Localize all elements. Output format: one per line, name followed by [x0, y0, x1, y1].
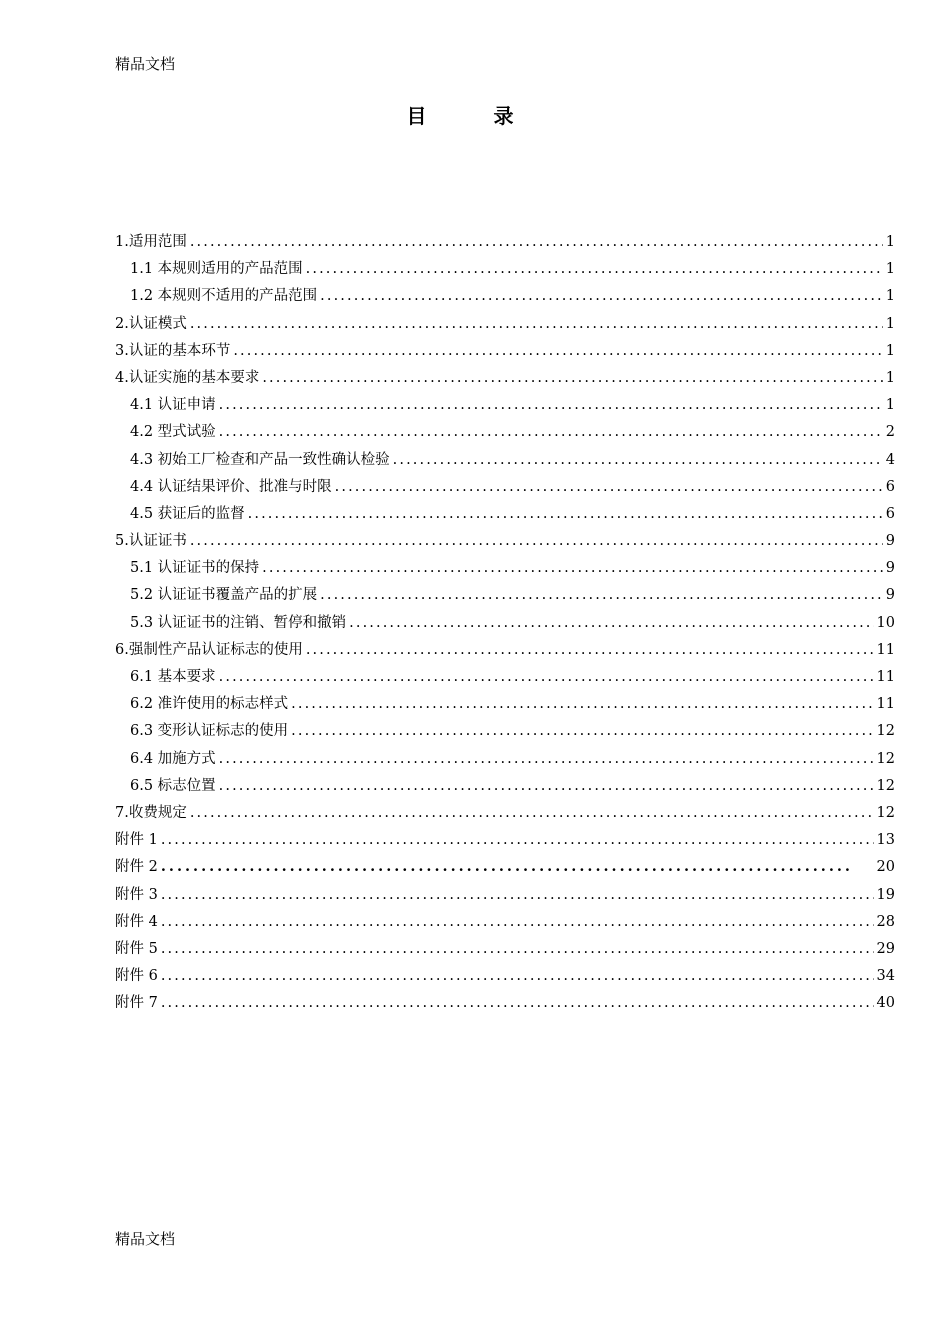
toc-entry-label: 4.认证实施的基本要求: [115, 369, 260, 386]
toc-entry[interactable]: [115, 667, 895, 694]
toc-entry-page-number: 11: [876, 641, 895, 658]
page-header: 精品文档: [115, 55, 176, 73]
toc-dot-leader: [233, 341, 882, 361]
toc-dot-leader: [262, 368, 882, 388]
toc-dot-leader: [161, 830, 874, 850]
toc-entry-label: 附件 4: [115, 913, 158, 930]
toc-entry-label: 5.2 认证证书覆盖产品的扩展: [130, 587, 318, 604]
toc-dot-leader: [262, 558, 883, 578]
toc-entry-page-number: 6: [885, 505, 895, 522]
toc-dot-leader: [306, 640, 874, 660]
toc-entry-label: 4.3 初始工厂检查和产品一致性确认检验: [130, 451, 390, 468]
toc-entry-page-number: 11: [876, 696, 895, 713]
toc-dot-leader: [306, 259, 883, 279]
toc-entry-page-number: 29: [876, 940, 895, 957]
toc-entry-label: 4.4 认证结果评价、批准与时限: [130, 478, 332, 495]
toc-entry-label: 6.4 加施方式: [130, 750, 216, 767]
toc-entry[interactable]: [115, 640, 895, 667]
toc-entry[interactable]: [115, 613, 895, 640]
toc-entry-page-number: 19: [876, 886, 895, 903]
toc-entry[interactable]: [115, 585, 895, 612]
toc-entry[interactable]: [115, 830, 895, 857]
toc-dot-leader: [190, 232, 883, 252]
toc-entry-label: 4.1 认证申请: [130, 397, 216, 414]
toc-dot-leader: [248, 504, 883, 524]
page-footer: 精品文档: [115, 1230, 176, 1248]
toc-dot-leader: [219, 776, 874, 796]
toc-entry-label: 附件 1: [115, 832, 158, 849]
toc-dot-leader: [320, 286, 883, 306]
toc-entry-page-number: 1: [885, 369, 895, 386]
toc-entry-page-number: 12: [876, 804, 895, 821]
toc-entry[interactable]: [115, 232, 895, 259]
toc-dot-leader: [161, 857, 851, 877]
toc-entry[interactable]: [115, 776, 895, 803]
toc-entry-page-number: 20: [876, 859, 895, 876]
toc-entry[interactable]: [115, 259, 895, 286]
toc-entry-page-number: 12: [876, 750, 895, 767]
toc-entry-label: 4.2 型式试验: [130, 424, 216, 441]
toc-entry-label: 附件 5: [115, 940, 158, 957]
toc-dot-leader: [190, 803, 874, 823]
toc-entry-page-number: 1: [885, 342, 895, 359]
toc-entry[interactable]: [115, 721, 895, 748]
table-of-contents: [115, 232, 895, 1020]
toc-entry[interactable]: [115, 749, 895, 776]
toc-entry[interactable]: [115, 558, 895, 585]
toc-entry[interactable]: [115, 966, 895, 993]
toc-entry-page-number: 1: [885, 234, 895, 250]
toc-entry[interactable]: [115, 885, 895, 912]
toc-entry-page-number: 6: [885, 478, 895, 495]
toc-dot-leader: [320, 585, 883, 605]
toc-entry-label: 5.1 认证证书的保持: [130, 560, 260, 577]
toc-entry-label: 1.1 本规则适用的产品范围: [130, 261, 303, 278]
page-title: 目 录: [406, 104, 544, 128]
toc-dot-leader: [291, 721, 873, 741]
toc-entry[interactable]: [115, 395, 895, 422]
toc-entry-label: 1.适用范围: [115, 234, 187, 250]
toc-entry[interactable]: [115, 531, 895, 558]
toc-dot-leader: [190, 531, 883, 551]
toc-entry-page-number: 10: [876, 614, 895, 631]
toc-entry[interactable]: [115, 314, 895, 341]
toc-entry[interactable]: [115, 504, 895, 531]
toc-entry-label: 7.收费规定: [115, 804, 187, 821]
toc-dot-leader: [349, 613, 873, 633]
toc-entry[interactable]: [115, 477, 895, 504]
toc-entry-label: 附件 2: [115, 859, 158, 876]
toc-dot-leader: [161, 939, 874, 959]
toc-entry-label: 5.认证证书: [115, 533, 187, 550]
toc-entry-page-number: 9: [885, 533, 895, 550]
toc-entry[interactable]: [115, 803, 895, 830]
toc-entry-page-number: 2: [885, 424, 895, 441]
toc-entry-page-number: 1: [885, 315, 895, 332]
toc-entry-page-number: 9: [885, 587, 895, 604]
toc-dot-leader: [219, 422, 883, 442]
toc-entry-page-number: 12: [876, 777, 895, 794]
toc-entry-label: 附件 6: [115, 968, 158, 985]
toc-dot-leader: [161, 966, 874, 986]
toc-entry[interactable]: [115, 912, 895, 939]
toc-entry[interactable]: [115, 993, 895, 1020]
toc-dot-leader: [190, 314, 883, 334]
toc-dot-leader: [161, 912, 874, 932]
toc-entry[interactable]: [115, 341, 895, 368]
toc-entry-label: 5.3 认证证书的注销、暂停和撤销: [130, 614, 347, 631]
toc-entry-page-number: 13: [876, 832, 895, 849]
toc-entry-label: 6.3 变形认证标志的使用: [130, 723, 289, 740]
toc-entry[interactable]: [115, 857, 895, 884]
toc-entry-label: 6.强制性产品认证标志的使用: [115, 641, 303, 658]
toc-entry-label: 附件 3: [115, 886, 158, 903]
toc-entry-page-number: 34: [876, 968, 895, 985]
toc-entry[interactable]: [115, 286, 895, 313]
toc-dot-leader: [161, 885, 874, 905]
toc-entry[interactable]: [115, 450, 895, 477]
toc-entry[interactable]: [115, 422, 895, 449]
toc-entry-label: 3.认证的基本环节: [115, 342, 231, 359]
toc-entry-page-number: 11: [876, 669, 895, 685]
toc-entry-page-number: 28: [876, 913, 895, 930]
toc-entry-page-number: 40: [876, 995, 895, 1012]
toc-entry-label: 6.1 基本要求: [130, 669, 216, 685]
toc-entry[interactable]: [115, 939, 895, 966]
toc-entry-label: 附件 7: [115, 995, 158, 1012]
toc-entry-page-number: 9: [885, 560, 895, 577]
toc-dot-leader: [219, 749, 874, 769]
toc-dot-leader: [219, 667, 874, 687]
toc-dot-leader: [335, 477, 883, 497]
toc-entry-label: 2.认证模式: [115, 315, 187, 332]
toc-entry-label: 6.2 准许使用的标志样式: [130, 696, 289, 713]
toc-entry-label: 1.2 本规则不适用的产品范围: [130, 288, 318, 305]
toc-entry-label: 4.5 获证后的监督: [130, 505, 245, 522]
toc-entry-label: 6.5 标志位置: [130, 777, 216, 794]
toc-entry-page-number: 1: [885, 261, 895, 278]
toc-entry-page-number: 12: [876, 723, 895, 740]
toc-dot-leader: [291, 694, 873, 714]
toc-dot-leader: [393, 450, 883, 470]
toc-dot-leader: [219, 395, 883, 415]
toc-dot-leader: [161, 993, 874, 1013]
toc-entry[interactable]: [115, 694, 895, 721]
toc-entry-page-number: 1: [885, 288, 895, 305]
toc-entry-page-number: 4: [885, 451, 895, 468]
toc-entry[interactable]: [115, 368, 895, 395]
toc-entry-page-number: 1: [885, 397, 895, 414]
